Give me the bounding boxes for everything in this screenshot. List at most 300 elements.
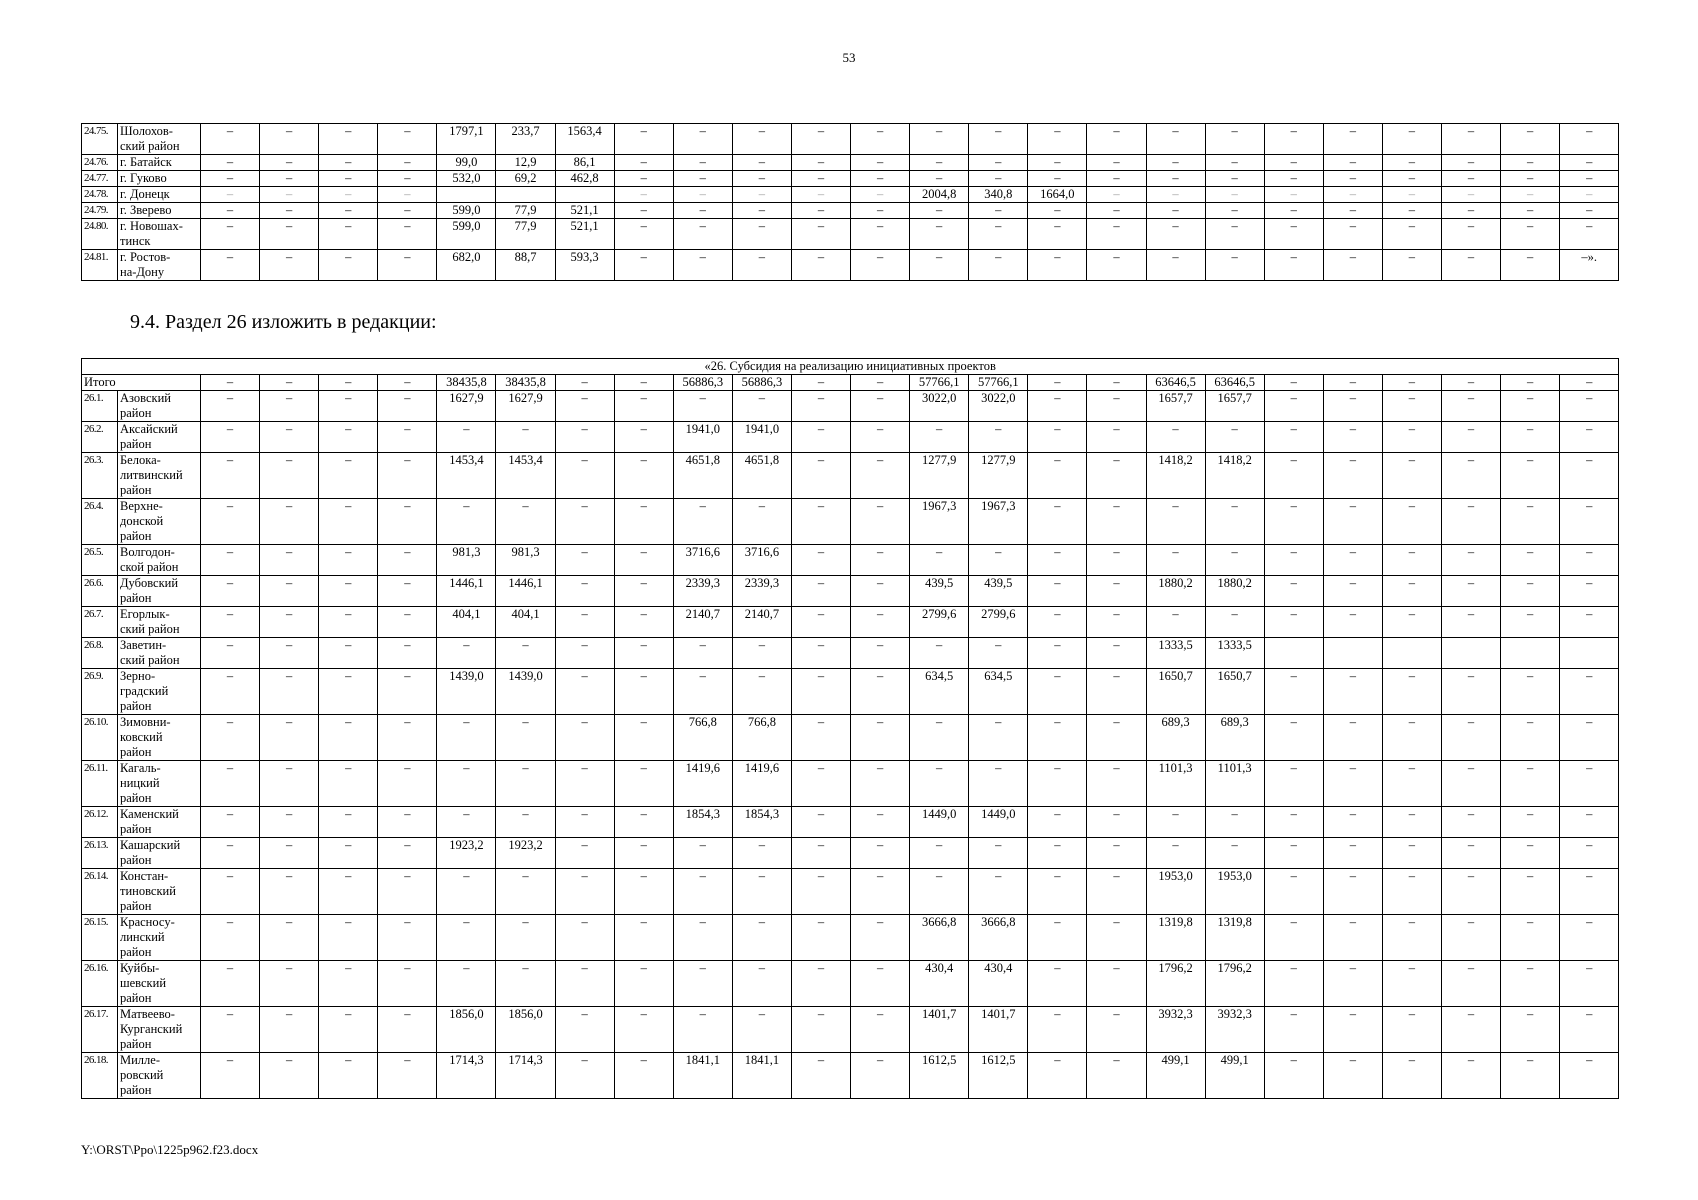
value-cell: 86,1 — [555, 155, 614, 171]
row-name: г. Донецк — [118, 187, 201, 203]
value-cell: – — [1028, 453, 1087, 499]
value-cell: 462,8 — [555, 171, 614, 187]
value-cell: – — [1323, 669, 1382, 715]
value-cell: 1319,8 — [1146, 915, 1205, 961]
value-cell: – — [614, 1007, 673, 1053]
value-cell: – — [969, 203, 1028, 219]
value-cell: – — [1264, 869, 1323, 915]
value-cell: 2799,6 — [910, 607, 969, 638]
value-cell: – — [1264, 761, 1323, 807]
table-row — [82, 807, 1619, 838]
value-cell: – — [1560, 807, 1619, 838]
value-cell: – — [1501, 669, 1560, 715]
total-value-cell: 57766,1 — [969, 375, 1028, 391]
value-cell: – — [910, 715, 969, 761]
row-number: 26.10. — [82, 715, 118, 761]
row-name: г. Зверево — [118, 203, 201, 219]
value-cell: – — [201, 124, 260, 155]
value-cell: – — [319, 250, 378, 281]
table-row — [82, 715, 1619, 761]
value-cell: – — [791, 545, 850, 576]
value-cell: – — [969, 422, 1028, 453]
table-row — [82, 607, 1619, 638]
total-value-cell: – — [1382, 375, 1441, 391]
value-cell: – — [1146, 187, 1205, 203]
value-cell: – — [673, 171, 732, 187]
value-cell — [496, 187, 555, 203]
value-cell: 1439,0 — [496, 669, 555, 715]
value-cell: – — [732, 638, 791, 669]
value-cell: – — [201, 155, 260, 171]
value-cell: – — [1501, 838, 1560, 869]
value-cell: – — [437, 961, 496, 1007]
value-cell: – — [1441, 391, 1500, 422]
value-cell: – — [910, 171, 969, 187]
value-cell: 766,8 — [732, 715, 791, 761]
value-cell: – — [851, 1007, 910, 1053]
total-value-cell: 57766,1 — [910, 375, 969, 391]
value-cell: – — [614, 715, 673, 761]
value-cell: 689,3 — [1146, 715, 1205, 761]
value-cell: – — [201, 453, 260, 499]
value-cell: – — [260, 869, 319, 915]
value-cell: – — [791, 171, 850, 187]
value-cell: 4651,8 — [732, 453, 791, 499]
value-cell: – — [378, 171, 437, 187]
value-cell: – — [673, 915, 732, 961]
value-cell: 1664,0 — [1028, 187, 1087, 203]
value-cell: – — [673, 838, 732, 869]
table-title: «26. Субсидия на реализацию инициативных проектов — [82, 359, 1619, 375]
value-cell: – — [673, 869, 732, 915]
value-cell: – — [1441, 155, 1500, 171]
value-cell: – — [791, 203, 850, 219]
row-name: г. Батайск — [118, 155, 201, 171]
value-cell: – — [1264, 607, 1323, 638]
value-cell: – — [1441, 576, 1500, 607]
value-cell: 1101,3 — [1146, 761, 1205, 807]
value-cell: – — [614, 961, 673, 1007]
value-cell: – — [1323, 171, 1382, 187]
row-name: Егорлык- ский район — [118, 607, 201, 638]
value-cell: 1333,5 — [1146, 638, 1205, 669]
table-row — [82, 1053, 1619, 1099]
value-cell: – — [1441, 203, 1500, 219]
value-cell: – — [378, 807, 437, 838]
value-cell: – — [791, 219, 850, 250]
value-cell: 532,0 — [437, 171, 496, 187]
value-cell: 1854,3 — [732, 807, 791, 838]
value-cell: – — [1501, 1053, 1560, 1099]
value-cell: – — [319, 391, 378, 422]
value-cell: – — [260, 453, 319, 499]
value-cell: – — [1146, 203, 1205, 219]
value-cell: 1627,9 — [437, 391, 496, 422]
value-cell: – — [1323, 915, 1382, 961]
value-cell: – — [791, 915, 850, 961]
value-cell: 430,4 — [969, 961, 1028, 1007]
value-cell: 1856,0 — [496, 1007, 555, 1053]
row-name: г. Гуково — [118, 171, 201, 187]
value-cell: – — [201, 715, 260, 761]
value-cell: 439,5 — [969, 576, 1028, 607]
value-cell: 1401,7 — [969, 1007, 1028, 1053]
value-cell: 2339,3 — [732, 576, 791, 607]
row-name: Азовский район — [118, 391, 201, 422]
row-number: 26.18. — [82, 1053, 118, 1099]
value-cell: – — [319, 638, 378, 669]
value-cell: – — [378, 219, 437, 250]
value-cell: – — [1323, 761, 1382, 807]
value-cell: – — [260, 838, 319, 869]
value-cell: – — [378, 203, 437, 219]
value-cell: 3716,6 — [732, 545, 791, 576]
row-number: 26.3. — [82, 453, 118, 499]
value-cell: – — [1441, 1053, 1500, 1099]
value-cell: – — [1028, 715, 1087, 761]
value-cell: – — [910, 761, 969, 807]
value-cell: – — [851, 171, 910, 187]
value-cell: – — [732, 250, 791, 281]
value-cell: – — [791, 187, 850, 203]
value-cell: – — [1028, 1007, 1087, 1053]
value-cell: – — [260, 961, 319, 1007]
value-cell: – — [1323, 1053, 1382, 1099]
value-cell: 3022,0 — [969, 391, 1028, 422]
value-cell: – — [1323, 961, 1382, 1007]
total-value-cell: – — [1560, 375, 1619, 391]
value-cell: – — [555, 715, 614, 761]
value-cell: – — [1028, 607, 1087, 638]
value-cell: – — [555, 807, 614, 838]
table-row — [82, 453, 1619, 499]
row-number: 24.78. — [82, 187, 118, 203]
value-cell: – — [969, 155, 1028, 171]
value-cell: – — [1323, 807, 1382, 838]
value-cell: – — [555, 638, 614, 669]
value-cell: – — [1087, 715, 1146, 761]
value-cell: – — [1028, 915, 1087, 961]
table-row — [82, 250, 1619, 281]
value-cell: – — [910, 219, 969, 250]
value-cell: – — [1205, 545, 1264, 576]
value-cell: – — [1087, 576, 1146, 607]
value-cell: – — [851, 838, 910, 869]
value-cell: – — [378, 187, 437, 203]
table-row — [82, 499, 1619, 545]
value-cell: – — [1501, 545, 1560, 576]
value-cell: – — [1560, 838, 1619, 869]
value-cell: – — [1323, 203, 1382, 219]
table-row — [82, 124, 1619, 155]
value-cell: – — [1441, 453, 1500, 499]
value-cell: – — [851, 669, 910, 715]
value-cell: – — [1146, 155, 1205, 171]
value-cell: 1841,1 — [732, 1053, 791, 1099]
value-cell: – — [378, 961, 437, 1007]
value-cell: 1453,4 — [496, 453, 555, 499]
value-cell: – — [378, 250, 437, 281]
value-cell: – — [732, 838, 791, 869]
value-cell: – — [1441, 838, 1500, 869]
total-value-cell: – — [791, 375, 850, 391]
value-cell: – — [614, 422, 673, 453]
total-label: Итого — [82, 375, 201, 391]
value-cell: – — [1205, 187, 1264, 203]
value-cell: – — [1382, 961, 1441, 1007]
value-cell: – — [555, 869, 614, 915]
value-cell: 1941,0 — [673, 422, 732, 453]
value-cell: – — [201, 1007, 260, 1053]
total-value-cell: – — [260, 375, 319, 391]
value-cell: – — [673, 961, 732, 1007]
value-cell: 3932,3 — [1146, 1007, 1205, 1053]
value-cell: – — [555, 1053, 614, 1099]
value-cell: 1418,2 — [1146, 453, 1205, 499]
total-value-cell: – — [555, 375, 614, 391]
value-cell: – — [1323, 838, 1382, 869]
value-cell: 682,0 — [437, 250, 496, 281]
value-cell — [1441, 638, 1500, 669]
value-cell: – — [1501, 219, 1560, 250]
value-cell: – — [1087, 187, 1146, 203]
value-cell: – — [1028, 391, 1087, 422]
value-cell: – — [1382, 171, 1441, 187]
value-cell: – — [1382, 1053, 1441, 1099]
value-cell: – — [614, 545, 673, 576]
value-cell: – — [732, 171, 791, 187]
table-row — [82, 187, 1619, 203]
value-cell: – — [1382, 124, 1441, 155]
value-cell: – — [1323, 499, 1382, 545]
value-cell: – — [732, 187, 791, 203]
value-cell: 77,9 — [496, 219, 555, 250]
value-cell: – — [614, 155, 673, 171]
row-number: 26.1. — [82, 391, 118, 422]
value-cell: – — [1560, 124, 1619, 155]
value-cell: – — [851, 638, 910, 669]
value-cell: – — [851, 391, 910, 422]
value-cell: – — [673, 669, 732, 715]
value-cell: – — [1028, 1053, 1087, 1099]
value-cell: 1657,7 — [1146, 391, 1205, 422]
value-cell: – — [555, 761, 614, 807]
value-cell: – — [851, 499, 910, 545]
value-cell: – — [673, 499, 732, 545]
value-cell: 521,1 — [555, 219, 614, 250]
value-cell: – — [437, 499, 496, 545]
value-cell: – — [1382, 607, 1441, 638]
value-cell: – — [1146, 171, 1205, 187]
value-cell: – — [1501, 453, 1560, 499]
value-cell: – — [1560, 203, 1619, 219]
value-cell: 1401,7 — [910, 1007, 969, 1053]
row-name: Милле- ровский район — [118, 1053, 201, 1099]
value-cell: – — [201, 807, 260, 838]
row-number: 26.15. — [82, 915, 118, 961]
value-cell: – — [673, 155, 732, 171]
value-cell: – — [260, 638, 319, 669]
value-cell: – — [851, 715, 910, 761]
total-value-cell: – — [1028, 375, 1087, 391]
value-cell: – — [319, 171, 378, 187]
table-row — [82, 761, 1619, 807]
value-cell: – — [1264, 669, 1323, 715]
value-cell: – — [910, 203, 969, 219]
value-cell: 4651,8 — [673, 453, 732, 499]
value-cell: – — [201, 545, 260, 576]
value-cell: – — [851, 422, 910, 453]
value-cell: – — [319, 669, 378, 715]
value-cell: – — [851, 576, 910, 607]
value-cell: – — [1087, 203, 1146, 219]
total-value-cell: – — [1501, 375, 1560, 391]
value-cell: – — [673, 250, 732, 281]
value-cell: – — [1264, 453, 1323, 499]
value-cell: – — [1028, 203, 1087, 219]
table-row — [82, 171, 1619, 187]
value-cell: – — [1323, 869, 1382, 915]
value-cell: – — [614, 838, 673, 869]
value-cell: – — [1028, 422, 1087, 453]
value-cell: – — [1146, 499, 1205, 545]
table-row — [82, 961, 1619, 1007]
value-cell: – — [614, 807, 673, 838]
value-cell: 1439,0 — [437, 669, 496, 715]
row-number: 26.13. — [82, 838, 118, 869]
value-cell: – — [555, 607, 614, 638]
value-cell: – — [437, 869, 496, 915]
value-cell: – — [1028, 638, 1087, 669]
total-value-cell: – — [1087, 375, 1146, 391]
value-cell: – — [437, 761, 496, 807]
value-cell: – — [791, 499, 850, 545]
value-cell: – — [1382, 669, 1441, 715]
value-cell: – — [1146, 545, 1205, 576]
value-cell: – — [496, 638, 555, 669]
value-cell — [1501, 638, 1560, 669]
value-cell: 689,3 — [1205, 715, 1264, 761]
value-cell: – — [1501, 422, 1560, 453]
value-cell: 1880,2 — [1205, 576, 1264, 607]
row-name: Зимовни- ковский район — [118, 715, 201, 761]
value-cell: – — [1441, 961, 1500, 1007]
total-value-cell: 63646,5 — [1205, 375, 1264, 391]
value-cell: – — [260, 545, 319, 576]
value-cell: – — [201, 638, 260, 669]
row-number: 24.76. — [82, 155, 118, 171]
value-cell: – — [1028, 250, 1087, 281]
row-name: Волгодон- ской район — [118, 545, 201, 576]
value-cell: – — [614, 869, 673, 915]
value-cell: – — [1264, 499, 1323, 545]
value-cell: – — [378, 638, 437, 669]
value-cell: – — [614, 250, 673, 281]
value-cell: – — [1146, 219, 1205, 250]
total-value-cell: – — [201, 375, 260, 391]
value-cell: – — [1501, 761, 1560, 807]
value-cell: – — [1028, 669, 1087, 715]
value-cell: – — [791, 1007, 850, 1053]
value-cell: – — [851, 187, 910, 203]
value-cell: – — [1441, 124, 1500, 155]
value-cell: – — [1264, 715, 1323, 761]
value-cell: – — [1382, 250, 1441, 281]
value-cell: – — [1382, 391, 1441, 422]
value-cell: 1796,2 — [1205, 961, 1264, 1007]
value-cell: – — [201, 607, 260, 638]
value-cell: – — [1087, 1007, 1146, 1053]
value-cell: – — [201, 422, 260, 453]
row-number: 26.11. — [82, 761, 118, 807]
value-cell: – — [201, 669, 260, 715]
value-cell: – — [614, 669, 673, 715]
table-row — [82, 203, 1619, 219]
value-cell: – — [969, 124, 1028, 155]
value-cell: – — [1264, 576, 1323, 607]
value-cell: 1714,3 — [437, 1053, 496, 1099]
value-cell: – — [260, 499, 319, 545]
value-cell: – — [673, 638, 732, 669]
value-cell: – — [1382, 499, 1441, 545]
value-cell: – — [851, 807, 910, 838]
value-cell: – — [614, 915, 673, 961]
value-cell: – — [260, 807, 319, 838]
value-cell: – — [1560, 715, 1619, 761]
value-cell: – — [851, 961, 910, 1007]
value-cell: – — [1560, 576, 1619, 607]
value-cell: – — [1501, 961, 1560, 1007]
value-cell: – — [201, 1053, 260, 1099]
value-cell: – — [732, 669, 791, 715]
value-cell: – — [201, 203, 260, 219]
value-cell: – — [1560, 453, 1619, 499]
row-name: Белока- литвинский район — [118, 453, 201, 499]
value-cell: – — [1146, 807, 1205, 838]
value-cell: – — [1028, 499, 1087, 545]
row-name: Шолохов- ский район — [118, 124, 201, 155]
value-cell: 77,9 — [496, 203, 555, 219]
value-cell: – — [1205, 219, 1264, 250]
value-cell: – — [319, 761, 378, 807]
value-cell: 69,2 — [496, 171, 555, 187]
value-cell: – — [614, 761, 673, 807]
value-cell: – — [1560, 219, 1619, 250]
value-cell: – — [1087, 171, 1146, 187]
value-cell: – — [1441, 499, 1500, 545]
value-cell: – — [1382, 155, 1441, 171]
value-cell: – — [1264, 124, 1323, 155]
value-cell: – — [1205, 124, 1264, 155]
value-cell: – — [1264, 545, 1323, 576]
value-cell: – — [555, 576, 614, 607]
value-cell: – — [201, 761, 260, 807]
row-name: Зерно- градский район — [118, 669, 201, 715]
value-cell: – — [1028, 807, 1087, 838]
value-cell: – — [1087, 219, 1146, 250]
value-cell: 1854,3 — [673, 807, 732, 838]
value-cell: – — [969, 715, 1028, 761]
value-cell: – — [1205, 171, 1264, 187]
value-cell: – — [201, 391, 260, 422]
value-cell: 499,1 — [1205, 1053, 1264, 1099]
value-cell: – — [201, 499, 260, 545]
value-cell: 1612,5 — [910, 1053, 969, 1099]
row-name: Дубовский район — [118, 576, 201, 607]
value-cell — [555, 187, 614, 203]
value-cell: – — [1382, 453, 1441, 499]
value-cell: – — [1560, 171, 1619, 187]
